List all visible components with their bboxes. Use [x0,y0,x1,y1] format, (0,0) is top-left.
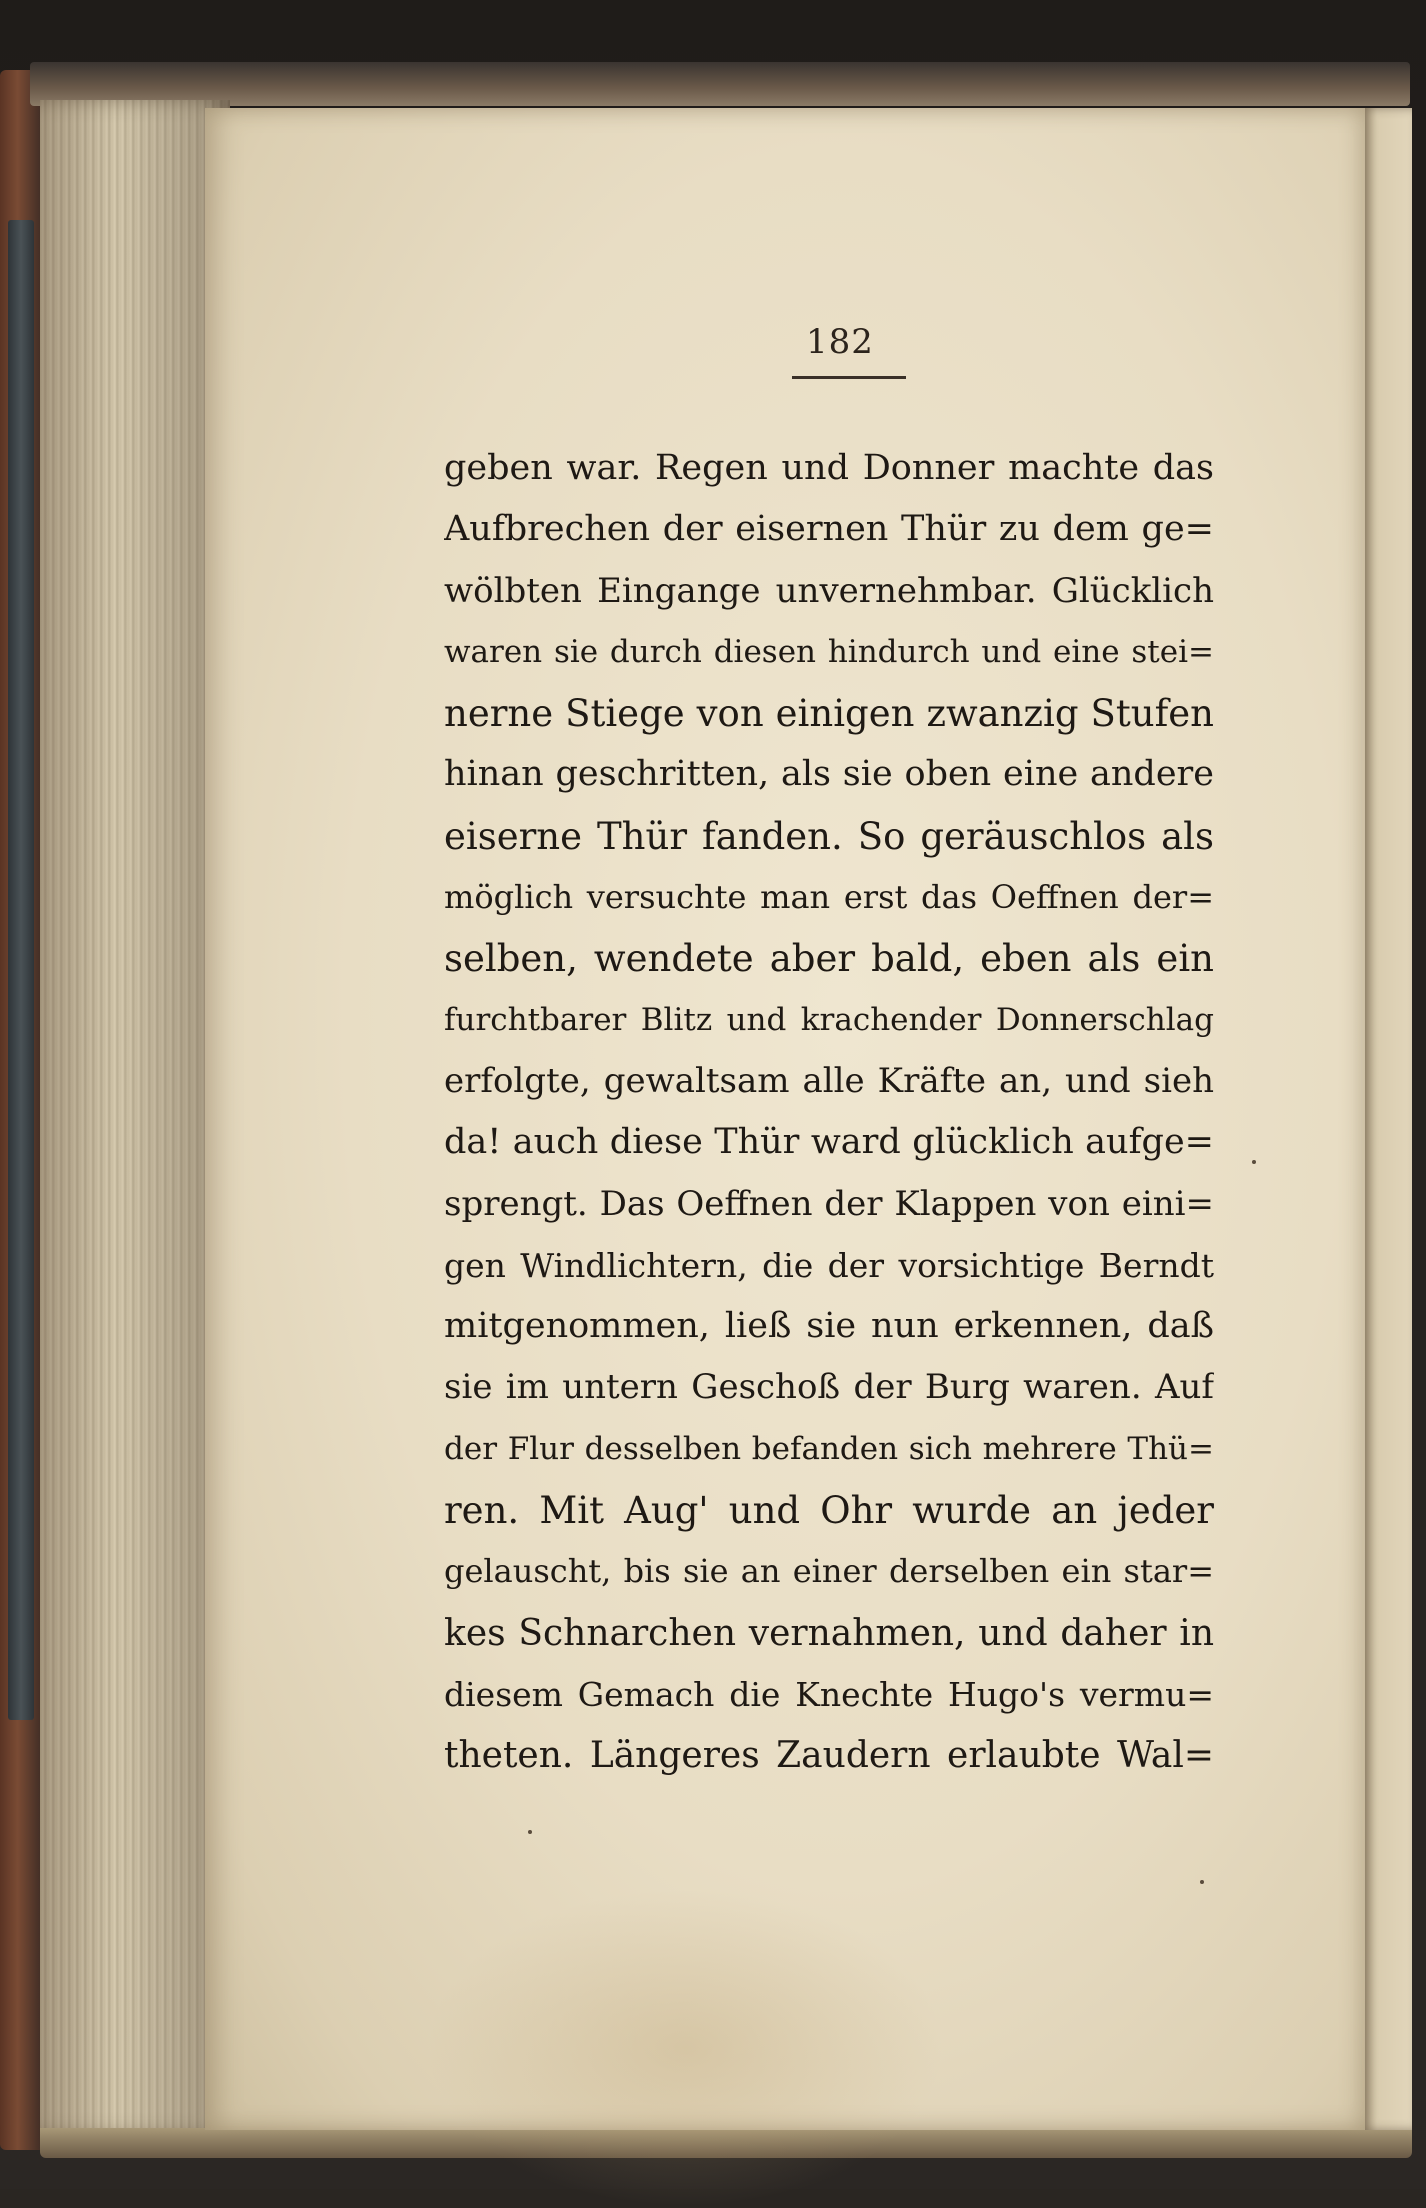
text-line: da! auch diese Thür ward glücklich aufge= [444,1122,1214,1163]
text-line: kes Schnarchen vernahmen, und daher in [444,1612,1214,1654]
text-line: gelauscht, bis sie an einer derselben ein star= [444,1552,1214,1591]
text-line: der Flur desselben befanden sich mehrere Thü= [444,1430,1214,1467]
text-line: hinan geschritten, als sie oben eine andere [444,754,1214,795]
text-line: Aufbrechen der eisernen Thür zu dem ge= [444,509,1214,550]
book-spine-band [8,220,34,1720]
facing-page [1362,108,1412,2130]
text-line: nerne Stiege von einigen zwanzig Stufen [444,692,1214,736]
text-line: gen Windlichtern, die der vorsichtige Berndt [444,1245,1214,1285]
text-line: theten. Längeres Zaudern erlaubte Wal= [444,1735,1214,1777]
text-line: waren sie durch diesen hindurch und eine stei= [444,633,1214,670]
text-line: furchtbarer Blitz und krachender Donnerschlag [444,1001,1214,1038]
text-line: selben, wendete aber bald, eben als ein [444,937,1214,981]
page-number: 182 [806,322,874,362]
text-line: wölbten Eingange unvernehmbar. Glücklich [444,570,1214,611]
page-number-rule [792,376,906,379]
text-line: geben war. Regen und Donner machte das [444,448,1214,488]
text-line: sie im untern Geschoß der Burg waren. Auf [444,1367,1214,1408]
text-line: möglich versuchte man erst das Oeffnen der= [444,878,1214,917]
text-line: erfolgte, gewaltsam alle Kräfte an, und sieh [444,1060,1214,1101]
text-line: ren. Mit Aug' und Ohr wurde an jeder [444,1489,1214,1533]
text-line: sprengt. Das Oeffnen der Klappen von eini= [444,1183,1214,1224]
page-edges-shade [40,100,230,2135]
text-line: eiserne Thür fanden. So geräuschlos als [444,814,1214,858]
paper-speck [528,1830,532,1834]
page-stain [425,1888,945,2208]
paper-speck [1200,1880,1204,1884]
text-line: mitgenommen, ließ sie nun erkennen, daß [444,1306,1214,1347]
body-text [444,438,1214,1787]
paper-speck [1252,1160,1256,1164]
book-top-edge [30,62,1410,106]
text-line: diesem Gemach die Knechte Hugo's vermu= [444,1674,1214,1714]
